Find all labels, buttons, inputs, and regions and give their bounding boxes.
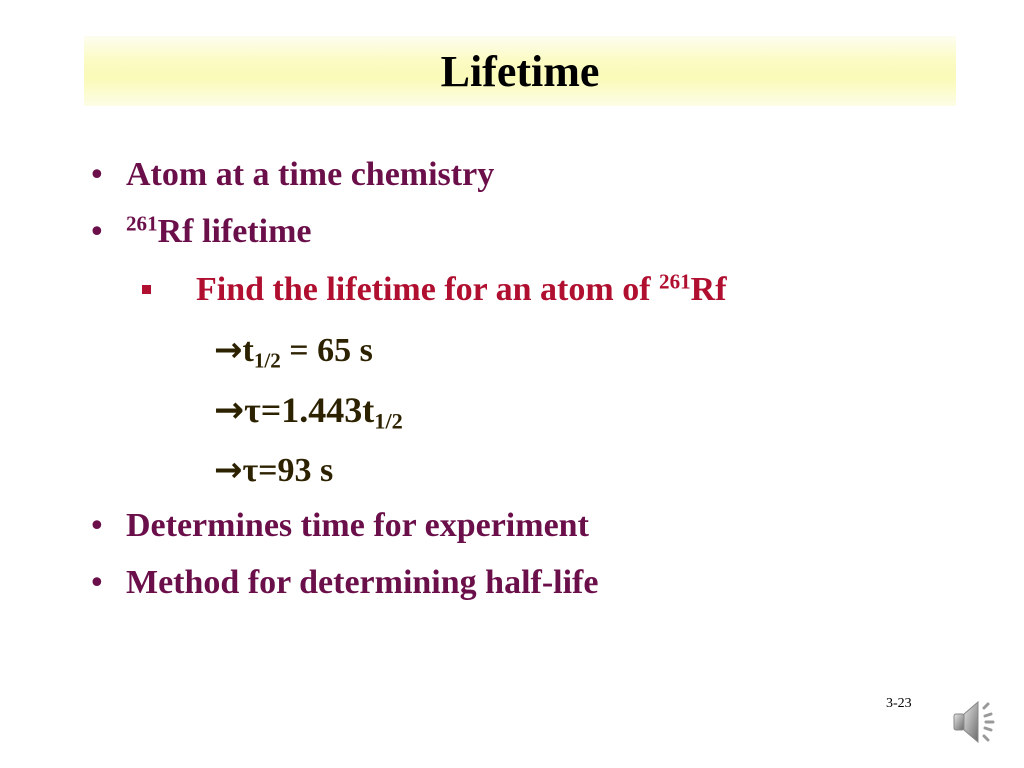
bullet-item — [126, 213, 312, 251]
page-number: 3-23 — [886, 696, 912, 711]
step-main: τ=93 s — [242, 452, 334, 489]
bullet-text: Determines time for experiment — [126, 507, 589, 544]
sub-bullet-text: Find the lifetime for an atom of — [196, 271, 660, 308]
step-line — [214, 389, 403, 434]
title-band — [84, 36, 956, 106]
step-main: τ=1.443t — [244, 390, 375, 430]
isotope-superscript: 261 — [659, 269, 691, 294]
step-subscript: 1/2 — [253, 348, 281, 373]
step-rest: = 65 s — [280, 332, 373, 369]
step-line — [214, 450, 333, 490]
bullet-item — [126, 564, 598, 602]
bullet-dot: • — [88, 215, 106, 250]
sub-bullet-item — [196, 271, 727, 309]
step-main: t — [242, 332, 254, 369]
square-bullet-icon — [142, 285, 151, 294]
bullet-dot: • — [88, 509, 106, 544]
speaker-icon[interactable] — [950, 694, 1006, 750]
isotope-superscript: 261 — [126, 211, 158, 236]
step-subscript: 1/2 — [374, 408, 403, 434]
bullet-dot: • — [88, 158, 106, 193]
slide-title: Lifetime — [440, 46, 600, 96]
bullet-item — [126, 507, 589, 545]
bullet-dot: • — [88, 566, 106, 601]
bullet-text: Atom at a time chemistry — [126, 156, 495, 193]
arrow-right-icon: → — [214, 330, 243, 370]
arrow-right-icon: → — [214, 450, 243, 490]
sub-bullet-suffix: Rf — [690, 271, 727, 308]
bullet-item — [126, 156, 494, 194]
arrow-right-icon: → — [214, 390, 245, 431]
step-line — [214, 330, 373, 373]
bullet-text: Method for determining half-life — [126, 564, 599, 601]
bullet-text: Rf lifetime — [157, 213, 312, 250]
